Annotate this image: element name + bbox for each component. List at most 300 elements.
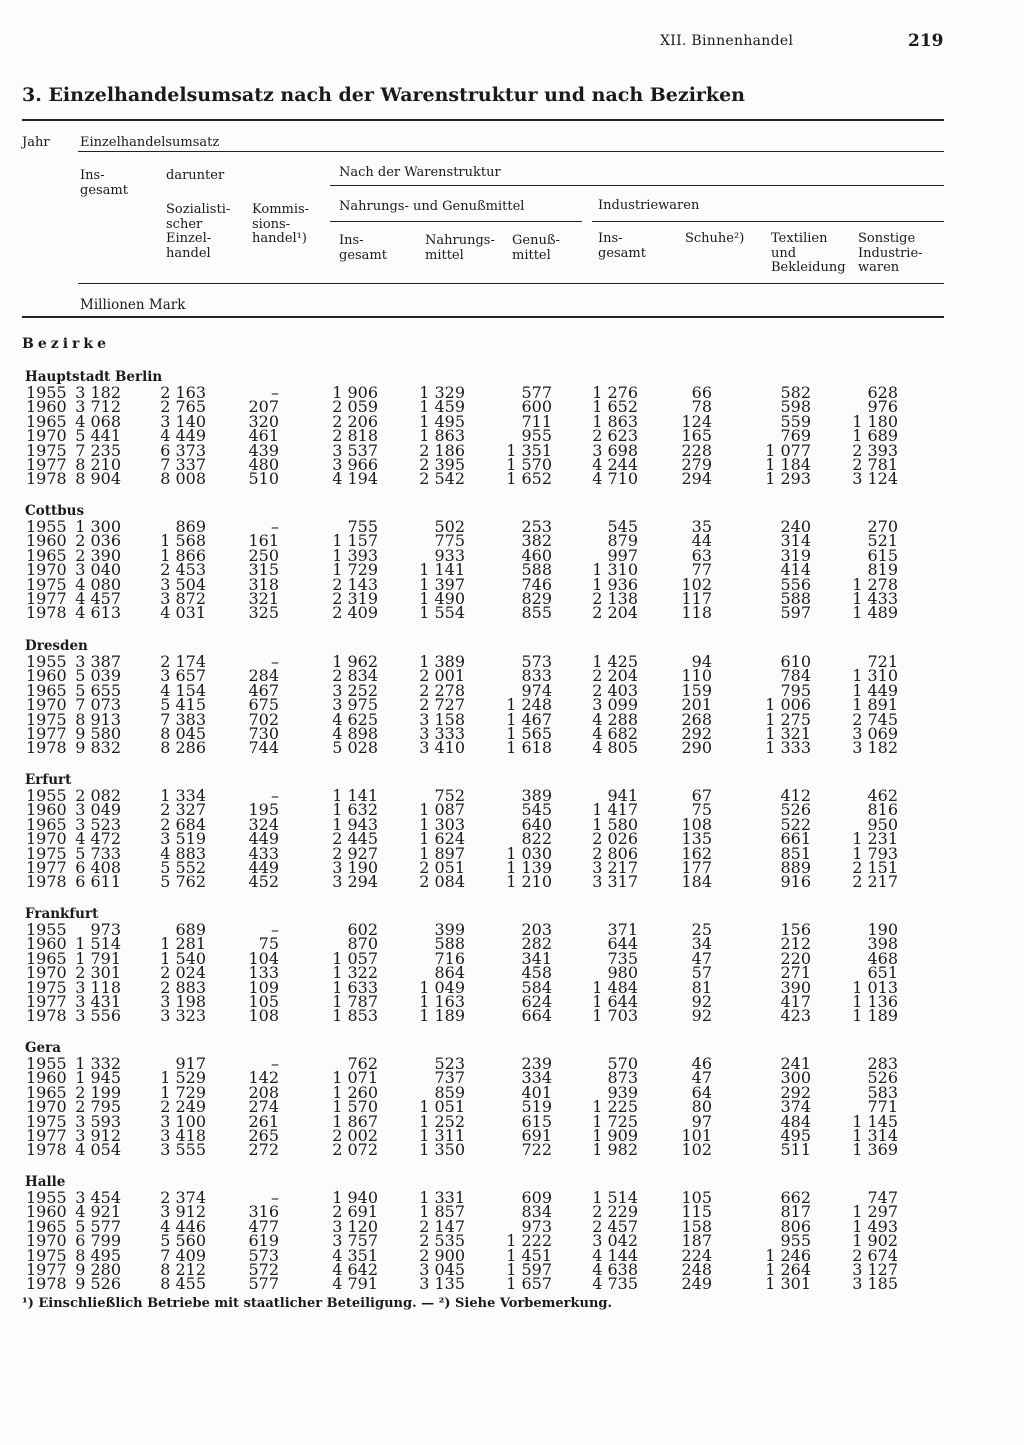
value-cell: 939 bbox=[607, 1082, 638, 1102]
value-cell: 2 453 bbox=[160, 560, 206, 580]
year-cell: 1965 bbox=[26, 1216, 67, 1236]
value-cell: 284 bbox=[248, 666, 279, 686]
value-cell: 6 373 bbox=[160, 440, 206, 460]
year-cell: 1955 bbox=[26, 786, 67, 805]
value-cell: 3 333 bbox=[419, 724, 465, 743]
value-cell: 1 393 bbox=[332, 545, 378, 565]
value-cell: 771 bbox=[867, 1097, 898, 1117]
value-cell: 859 bbox=[434, 1082, 465, 1102]
value-cell: 2 623 bbox=[592, 426, 638, 446]
value-cell: 644 bbox=[607, 934, 638, 954]
value-cell: 721 bbox=[867, 652, 898, 671]
value-cell: 4 642 bbox=[332, 1260, 378, 1279]
value-cell: 1 333 bbox=[765, 738, 811, 758]
value-cell: 3 135 bbox=[419, 1274, 465, 1294]
value-cell: 1 260 bbox=[332, 1082, 378, 1102]
value-cell: 526 bbox=[867, 1068, 898, 1088]
value-cell: 526 bbox=[780, 800, 811, 820]
value-cell: 184 bbox=[681, 872, 712, 892]
value-cell: 510 bbox=[248, 469, 279, 489]
value-cell: 4 791 bbox=[332, 1274, 378, 1294]
value-cell: 1 252 bbox=[419, 1111, 465, 1131]
value-cell: 318 bbox=[248, 574, 279, 594]
value-cell: 1 136 bbox=[852, 992, 898, 1011]
value-cell: 1 163 bbox=[419, 992, 465, 1011]
value-cell: 1 644 bbox=[592, 992, 638, 1011]
value-cell: 2 051 bbox=[419, 858, 465, 877]
value-cell: 2 024 bbox=[160, 963, 206, 983]
value-cell: 8 455 bbox=[160, 1274, 206, 1294]
value-cell: 597 bbox=[780, 603, 811, 623]
value-cell: 1 030 bbox=[506, 843, 552, 863]
value-cell: 3 556 bbox=[75, 1006, 121, 1026]
value-cell: 4 921 bbox=[75, 1202, 121, 1222]
value-cell: 241 bbox=[780, 1054, 811, 1073]
value-cell: 3 118 bbox=[75, 977, 121, 997]
value-cell: 1 417 bbox=[592, 800, 638, 820]
value-cell: 3 323 bbox=[160, 1006, 206, 1026]
value-cell: 1 300 bbox=[75, 517, 121, 536]
value-cell: 102 bbox=[681, 1140, 712, 1160]
value-cell: 1 369 bbox=[852, 1140, 898, 1160]
value-cell: 3 387 bbox=[75, 652, 121, 671]
value-cell: 889 bbox=[780, 858, 811, 877]
value-cell: 3 523 bbox=[75, 814, 121, 834]
value-cell: 1 729 bbox=[332, 560, 378, 580]
value-cell: 57 bbox=[691, 963, 712, 983]
value-cell: 2 727 bbox=[419, 695, 465, 715]
value-cell: 545 bbox=[521, 800, 552, 820]
year-cell: 1960 bbox=[26, 934, 67, 954]
value-cell: 7 073 bbox=[75, 695, 121, 715]
unit-label: Millionen Mark bbox=[80, 297, 186, 313]
value-cell: 2 143 bbox=[332, 574, 378, 594]
value-cell: 974 bbox=[521, 680, 552, 700]
value-cell: 609 bbox=[521, 1188, 552, 1207]
table-row bbox=[0, 872, 1024, 892]
value-cell: 1 909 bbox=[592, 1126, 638, 1145]
col-sonstige: Sonstige Industrie- waren bbox=[858, 231, 923, 275]
footnote: ¹) Einschließlich Betriebe mit staatlicher Beteiligung. — ²) Siehe Vorbemerkung. bbox=[22, 1296, 613, 1311]
value-cell: 584 bbox=[521, 977, 552, 997]
value-cell: 1 331 bbox=[419, 1188, 465, 1207]
value-cell: 806 bbox=[780, 1216, 811, 1236]
value-cell: 190 bbox=[867, 920, 898, 939]
value-cell: 2 535 bbox=[419, 1231, 465, 1251]
col-genussmittel: Genuß- mittel bbox=[512, 233, 560, 263]
value-cell: 8 286 bbox=[160, 738, 206, 758]
value-cell: 3 042 bbox=[592, 1231, 638, 1251]
value-cell: 4 805 bbox=[592, 738, 638, 758]
value-cell: 1 278 bbox=[852, 574, 898, 594]
year-cell: 1960 bbox=[26, 531, 67, 551]
value-cell: 417 bbox=[780, 992, 811, 1011]
value-cell: 3 045 bbox=[419, 1260, 465, 1279]
value-cell: 3 124 bbox=[852, 469, 898, 489]
value-cell: 4 446 bbox=[160, 1216, 206, 1236]
value-cell: 4 351 bbox=[332, 1245, 378, 1265]
value-cell: 224 bbox=[681, 1245, 712, 1265]
value-cell: 1 940 bbox=[332, 1188, 378, 1207]
value-cell: 104 bbox=[248, 948, 279, 968]
value-cell: 1 857 bbox=[419, 1202, 465, 1222]
year-cell: 1977 bbox=[26, 455, 67, 474]
value-cell: 3 198 bbox=[160, 992, 206, 1011]
value-cell: 1 276 bbox=[592, 383, 638, 402]
value-cell: 2 745 bbox=[852, 709, 898, 729]
value-cell: – bbox=[271, 1188, 279, 1207]
value-cell: 573 bbox=[521, 652, 552, 671]
value-cell: 46 bbox=[691, 1054, 712, 1073]
value-cell: 423 bbox=[780, 1006, 811, 1026]
value-cell: 1 301 bbox=[765, 1274, 811, 1294]
year-cell: 1978 bbox=[26, 469, 67, 489]
value-cell: 3 912 bbox=[75, 1126, 121, 1145]
bezirk-name: Dresden bbox=[25, 638, 88, 654]
value-cell: 1 891 bbox=[852, 695, 898, 715]
value-cell: 619 bbox=[248, 1231, 279, 1251]
value-cell: 3 158 bbox=[419, 709, 465, 729]
value-cell: 5 028 bbox=[332, 738, 378, 758]
value-cell: 1 322 bbox=[332, 963, 378, 983]
value-cell: 399 bbox=[434, 920, 465, 939]
value-cell: 716 bbox=[434, 948, 465, 968]
value-cell: 628 bbox=[867, 383, 898, 402]
value-cell: 7 409 bbox=[160, 1245, 206, 1265]
value-cell: 3 252 bbox=[332, 680, 378, 700]
value-cell: 398 bbox=[867, 934, 898, 954]
value-cell: 3 593 bbox=[75, 1111, 121, 1131]
value-cell: 484 bbox=[780, 1111, 811, 1131]
value-cell: 746 bbox=[521, 574, 552, 594]
value-cell: 371 bbox=[607, 920, 638, 939]
year-cell: 1977 bbox=[26, 858, 67, 877]
value-cell: 1 087 bbox=[419, 800, 465, 820]
value-cell: 1 703 bbox=[592, 1006, 638, 1026]
value-cell: 4 288 bbox=[592, 709, 638, 729]
value-cell: 5 552 bbox=[160, 858, 206, 877]
value-cell: 1 514 bbox=[592, 1188, 638, 1207]
value-cell: 207 bbox=[248, 397, 279, 417]
value-cell: 2 883 bbox=[160, 977, 206, 997]
value-cell: 1 906 bbox=[332, 383, 378, 402]
value-cell: 117 bbox=[681, 589, 712, 608]
year-cell: 1965 bbox=[26, 411, 67, 431]
value-cell: 92 bbox=[691, 1006, 712, 1026]
value-cell: 744 bbox=[248, 738, 279, 758]
year-cell: 1975 bbox=[26, 1111, 67, 1131]
value-cell: 870 bbox=[347, 934, 378, 954]
year-cell: 1970 bbox=[26, 695, 67, 715]
value-cell: 3 418 bbox=[160, 1126, 206, 1145]
value-cell: 66 bbox=[691, 383, 712, 402]
value-cell: 4 625 bbox=[332, 709, 378, 729]
value-cell: 1 071 bbox=[332, 1068, 378, 1088]
value-cell: 1 248 bbox=[506, 695, 552, 715]
value-cell: 1 945 bbox=[75, 1068, 121, 1088]
col-nahrungsmittel: Nahrungs- mittel bbox=[425, 233, 495, 263]
value-cell: 2 059 bbox=[332, 397, 378, 417]
bezirk-name: Frankfurt bbox=[25, 906, 99, 922]
year-cell: 1965 bbox=[26, 680, 67, 700]
value-cell: 1 051 bbox=[419, 1097, 465, 1117]
value-cell: 292 bbox=[780, 1082, 811, 1102]
year-cell: 1955 bbox=[26, 383, 67, 402]
value-cell: 1 425 bbox=[592, 652, 638, 671]
value-cell: 582 bbox=[780, 383, 811, 402]
value-cell: 1 962 bbox=[332, 652, 378, 671]
value-cell: 239 bbox=[521, 1054, 552, 1073]
year-cell: 1960 bbox=[26, 1068, 67, 1088]
running-head: XII. Binnenhandel bbox=[660, 33, 794, 49]
value-cell: 1 529 bbox=[160, 1068, 206, 1088]
value-cell: 9 580 bbox=[75, 724, 121, 743]
value-cell: 9 832 bbox=[75, 738, 121, 758]
value-cell: 341 bbox=[521, 948, 552, 968]
value-cell: 2 174 bbox=[160, 652, 206, 671]
value-cell: 283 bbox=[867, 1054, 898, 1073]
value-cell: 588 bbox=[521, 560, 552, 580]
value-cell: 4 144 bbox=[592, 1245, 638, 1265]
value-cell: 2 036 bbox=[75, 531, 121, 551]
value-cell: 711 bbox=[521, 411, 552, 431]
value-cell: 8 008 bbox=[160, 469, 206, 489]
value-cell: 1 246 bbox=[765, 1245, 811, 1265]
value-cell: 2 301 bbox=[75, 963, 121, 983]
value-cell: 1 189 bbox=[419, 1006, 465, 1026]
value-cell: 864 bbox=[434, 963, 465, 983]
value-cell: 9 526 bbox=[75, 1274, 121, 1294]
value-cell: 2 393 bbox=[852, 440, 898, 460]
value-cell: 588 bbox=[780, 589, 811, 608]
value-cell: 2 186 bbox=[419, 440, 465, 460]
value-cell: 2 206 bbox=[332, 411, 378, 431]
value-cell: 1 597 bbox=[506, 1260, 552, 1279]
year-cell: 1965 bbox=[26, 545, 67, 565]
value-cell: 1 624 bbox=[419, 829, 465, 849]
value-cell: 2 445 bbox=[332, 829, 378, 849]
value-cell: 3 410 bbox=[419, 738, 465, 758]
rule-unit bbox=[78, 283, 944, 284]
value-cell: 77 bbox=[691, 560, 712, 580]
value-cell: 1 570 bbox=[506, 455, 552, 474]
table-row bbox=[0, 469, 1024, 489]
value-cell: 2 278 bbox=[419, 680, 465, 700]
value-cell: 2 795 bbox=[75, 1097, 121, 1117]
value-cell: 4 054 bbox=[75, 1140, 121, 1160]
value-cell: 735 bbox=[607, 948, 638, 968]
year-cell: 1975 bbox=[26, 843, 67, 863]
year-cell: 1975 bbox=[26, 977, 67, 997]
value-cell: 523 bbox=[434, 1054, 465, 1073]
value-cell: 2 390 bbox=[75, 545, 121, 565]
value-cell: 2 409 bbox=[332, 603, 378, 623]
value-cell: 324 bbox=[248, 814, 279, 834]
bezirk-name: Halle bbox=[25, 1174, 66, 1190]
value-cell: 1 350 bbox=[419, 1140, 465, 1160]
value-cell: 1 145 bbox=[852, 1111, 898, 1131]
value-cell: 4 194 bbox=[332, 469, 378, 489]
col-industriewaren: Industriewaren bbox=[598, 198, 700, 213]
value-cell: 559 bbox=[780, 411, 811, 431]
value-cell: 35 bbox=[691, 517, 712, 536]
value-cell: 1 449 bbox=[852, 680, 898, 700]
value-cell: 747 bbox=[867, 1188, 898, 1207]
value-cell: 1 210 bbox=[506, 872, 552, 892]
rule-warenstruktur bbox=[330, 185, 944, 186]
year-cell: 1977 bbox=[26, 724, 67, 743]
value-cell: 3 966 bbox=[332, 455, 378, 474]
value-cell: 833 bbox=[521, 666, 552, 686]
value-cell: 522 bbox=[780, 814, 811, 834]
year-cell: 1960 bbox=[26, 800, 67, 820]
value-cell: 1 281 bbox=[160, 934, 206, 954]
value-cell: 1 057 bbox=[332, 948, 378, 968]
col-sozialistischer-einzelhandel: Sozialisti- scher Einzel- handel bbox=[166, 202, 231, 261]
year-cell: 1960 bbox=[26, 1202, 67, 1222]
value-cell: 270 bbox=[867, 517, 898, 536]
value-cell: 2 542 bbox=[419, 469, 465, 489]
value-cell: 980 bbox=[607, 963, 638, 983]
value-cell: 1 451 bbox=[506, 1245, 552, 1265]
col-darunter: darunter bbox=[166, 168, 225, 183]
table-row bbox=[0, 738, 1024, 758]
value-cell: 1 866 bbox=[160, 545, 206, 565]
value-cell: 3 040 bbox=[75, 560, 121, 580]
table-row bbox=[0, 603, 1024, 623]
year-cell: 1960 bbox=[26, 666, 67, 686]
value-cell: 3 757 bbox=[332, 1231, 378, 1251]
value-cell: 519 bbox=[521, 1097, 552, 1117]
value-cell: 691 bbox=[521, 1126, 552, 1145]
value-cell: 737 bbox=[434, 1068, 465, 1088]
value-cell: 1 863 bbox=[592, 411, 638, 431]
value-cell: 97 bbox=[691, 1111, 712, 1131]
value-cell: 3 504 bbox=[160, 574, 206, 594]
value-cell: 4 735 bbox=[592, 1274, 638, 1294]
page-number: 219 bbox=[908, 31, 944, 51]
col-iw-insgesamt: Ins- gesamt bbox=[598, 231, 646, 261]
value-cell: – bbox=[271, 383, 279, 402]
value-cell: 220 bbox=[780, 948, 811, 968]
value-cell: – bbox=[271, 652, 279, 671]
value-cell: 1 389 bbox=[419, 652, 465, 671]
year-cell: 1970 bbox=[26, 560, 67, 580]
value-cell: 1 303 bbox=[419, 814, 465, 834]
value-cell: 933 bbox=[434, 545, 465, 565]
value-cell: 722 bbox=[521, 1140, 552, 1160]
value-cell: 2 204 bbox=[592, 603, 638, 623]
value-cell: 775 bbox=[434, 531, 465, 551]
value-cell: 1 433 bbox=[852, 589, 898, 608]
value-cell: 292 bbox=[681, 724, 712, 743]
value-cell: 1 867 bbox=[332, 1111, 378, 1131]
value-cell: 610 bbox=[780, 652, 811, 671]
value-cell: 2 395 bbox=[419, 455, 465, 474]
value-cell: 81 bbox=[691, 977, 712, 997]
value-cell: 3 519 bbox=[160, 829, 206, 849]
value-cell: 2 834 bbox=[332, 666, 378, 686]
value-cell: 784 bbox=[780, 666, 811, 686]
value-cell: 268 bbox=[681, 709, 712, 729]
value-cell: 598 bbox=[780, 397, 811, 417]
value-cell: 602 bbox=[347, 920, 378, 939]
value-cell: 1 853 bbox=[332, 1006, 378, 1026]
value-cell: 314 bbox=[780, 531, 811, 551]
value-cell: 3 127 bbox=[852, 1260, 898, 1279]
year-cell: 1955 bbox=[26, 517, 67, 536]
value-cell: 105 bbox=[248, 992, 279, 1011]
value-cell: 319 bbox=[780, 545, 811, 565]
value-cell: 1 157 bbox=[332, 531, 378, 551]
col-schuhe: Schuhe²) bbox=[685, 231, 745, 246]
value-cell: 250 bbox=[248, 545, 279, 565]
col-nahrung-genuss: Nahrungs- und Genußmittel bbox=[339, 199, 525, 214]
value-cell: 4 613 bbox=[75, 603, 121, 623]
year-cell: 1955 bbox=[26, 920, 67, 939]
value-cell: 212 bbox=[780, 934, 811, 954]
value-cell: 583 bbox=[867, 1082, 898, 1102]
value-cell: 300 bbox=[780, 1068, 811, 1088]
value-cell: 208 bbox=[248, 1082, 279, 1102]
col-jahr: Jahr bbox=[22, 135, 50, 150]
value-cell: 572 bbox=[248, 1260, 279, 1279]
value-cell: 577 bbox=[248, 1274, 279, 1294]
value-cell: 272 bbox=[248, 1140, 279, 1160]
value-cell: 955 bbox=[521, 426, 552, 446]
value-cell: 253 bbox=[521, 517, 552, 536]
value-cell: 1 657 bbox=[506, 1274, 552, 1294]
value-cell: 651 bbox=[867, 963, 898, 983]
value-cell: 5 577 bbox=[75, 1216, 121, 1236]
value-cell: 118 bbox=[681, 603, 712, 623]
value-cell: 1 484 bbox=[592, 977, 638, 997]
value-cell: 449 bbox=[248, 829, 279, 849]
value-cell: 2 691 bbox=[332, 1202, 378, 1222]
value-cell: 1 791 bbox=[75, 948, 121, 968]
value-cell: 4 638 bbox=[592, 1260, 638, 1279]
value-cell: 615 bbox=[867, 545, 898, 565]
value-cell: 2 674 bbox=[852, 1245, 898, 1265]
value-cell: 67 bbox=[691, 786, 712, 805]
year-cell: 1970 bbox=[26, 426, 67, 446]
value-cell: 1 310 bbox=[852, 666, 898, 686]
value-cell: 4 710 bbox=[592, 469, 638, 489]
value-cell: 2 199 bbox=[75, 1082, 121, 1102]
value-cell: 3 431 bbox=[75, 992, 121, 1011]
year-cell: 1977 bbox=[26, 1260, 67, 1279]
value-cell: 941 bbox=[607, 786, 638, 805]
value-cell: 5 039 bbox=[75, 666, 121, 686]
value-cell: 3 049 bbox=[75, 800, 121, 820]
year-cell: 1975 bbox=[26, 440, 67, 460]
value-cell: 142 bbox=[248, 1068, 279, 1088]
table-row bbox=[0, 1274, 1024, 1294]
value-cell: 1 580 bbox=[592, 814, 638, 834]
value-cell: 156 bbox=[780, 920, 811, 939]
value-cell: 6 611 bbox=[75, 872, 121, 892]
value-cell: 577 bbox=[521, 383, 552, 402]
value-cell: 3 182 bbox=[75, 383, 121, 402]
value-cell: 47 bbox=[691, 1068, 712, 1088]
value-cell: 4 449 bbox=[160, 426, 206, 446]
value-cell: 869 bbox=[175, 517, 206, 536]
value-cell: – bbox=[271, 517, 279, 536]
value-cell: 1 231 bbox=[852, 829, 898, 849]
value-cell: 1 514 bbox=[75, 934, 121, 954]
value-cell: 165 bbox=[681, 426, 712, 446]
value-cell: 1 897 bbox=[419, 843, 465, 863]
